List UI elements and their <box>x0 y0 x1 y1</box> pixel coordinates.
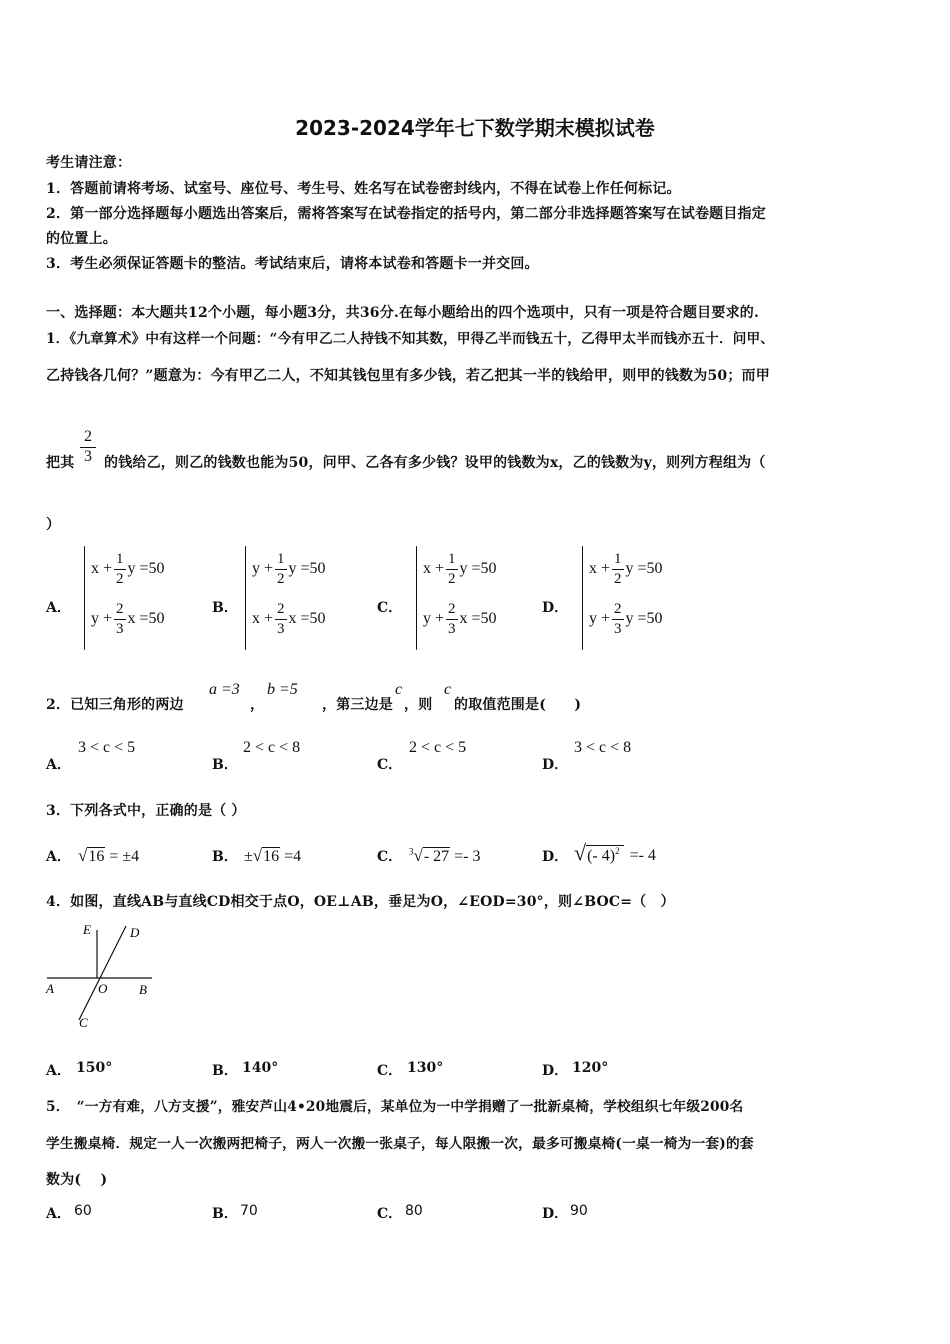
q3-question: 3．下列各式中，正确的是（ ） <box>46 803 246 819</box>
q1-c-f2d: 3 <box>448 621 456 637</box>
q5-line1: 5． “一方有难，八方支援”，雅安芦山4•20地震后，某单位为一中学捐赠了一批新桌椅，学校组织七年级200名 <box>46 1099 744 1115</box>
q4-label-d: D <box>130 925 140 940</box>
q4-option-c-value: 130° <box>407 1060 444 1076</box>
q4-option-a-label: A． <box>46 1063 71 1079</box>
q1-a-f1n: 1 <box>116 551 124 567</box>
q1-fraction <box>80 428 96 466</box>
q1-line4: ） <box>46 517 61 533</box>
q4-label-a: A <box>46 981 54 996</box>
q1-d-r2b: y =50 <box>625 610 663 628</box>
q5-option-a-label: A． <box>46 1206 71 1222</box>
q3-a-rhs: = ±4 <box>109 848 140 865</box>
q3-a-rad: 16 <box>88 848 105 865</box>
q2-option-c-expr: 2 < c < 5 <box>409 739 467 756</box>
q5-line2: 学生搬桌椅．规定一人一次搬两把椅子，两人一次搬一张桌子，每人限搬一次，最多可搬桌椅(一桌一椅为一套)的套 <box>46 1136 754 1152</box>
q3-b-rhs: =4 <box>284 848 302 865</box>
q1-line2: 乙持钱各几何？”题意为：今有甲乙二人，不知其钱包里有多少钱，若乙把其一半的钱给甲，则甲的钱数为50；而甲 <box>46 368 770 384</box>
q3-b-rad: 16 <box>263 848 280 865</box>
q5-option-d-value: 90 <box>570 1203 588 1219</box>
q1-option-d-label: D． <box>542 600 569 616</box>
q1-b-f2d: 3 <box>277 621 285 637</box>
q4-option-c-label: C． <box>377 1063 403 1079</box>
q1-c-f1d: 2 <box>448 571 456 587</box>
q1-d-f1n: 1 <box>614 551 622 567</box>
q3-c-rhs: =- 3 <box>454 848 481 865</box>
q1-a-r1a: x + <box>91 560 113 578</box>
q1-option-c-label: C． <box>377 600 403 616</box>
q2-a: a =3 <box>209 681 240 698</box>
section-heading: 一、选择题：本大题共12个小题，每小题3分，共36分.在每小题给出的四个选项中，只有一项是符合题目要求的. <box>46 305 760 321</box>
q4-option-b-label: B． <box>212 1063 238 1079</box>
q3-c-rad: - 27 <box>423 848 450 865</box>
q3-option-d-expr: √(- 4)$^2$ =- 4 <box>574 840 656 865</box>
q4-label-o: O <box>98 981 108 996</box>
q2-option-d-label: D． <box>542 757 569 773</box>
q3-option-c-label: C． <box>377 849 403 865</box>
q5-option-a-value: 60 <box>74 1203 92 1219</box>
q1-a-f2n: 2 <box>116 601 124 617</box>
q2-mid2: ，则 <box>404 697 433 713</box>
q2-b: b =5 <box>267 681 298 698</box>
q5-option-d-label: D． <box>542 1206 569 1222</box>
q1-b-f1n: 1 <box>277 551 285 567</box>
page-title: 2023-2024学年七下数学期末模拟试卷 <box>295 116 655 140</box>
q1-option-c-system <box>416 546 497 650</box>
q1-d-f2d: 3 <box>614 621 622 637</box>
q5-option-c-label: C． <box>377 1206 403 1222</box>
q1-d-f2n: 2 <box>614 601 622 617</box>
q3-d-rhs: =- 4 <box>629 847 656 864</box>
q1-option-a-label: A． <box>46 600 71 616</box>
q1-c-r2a: y + <box>423 610 445 628</box>
q1-fraction-numerator: 2 <box>84 428 92 445</box>
q1-option-d-system <box>582 546 663 650</box>
q3-d-rad: (- 4) <box>587 847 616 864</box>
q1-b-r2a: x + <box>252 610 274 628</box>
q2-option-c-label: C． <box>377 757 403 773</box>
q1-d-f1d: 2 <box>614 571 622 587</box>
q3-b-pre: ± <box>244 848 253 865</box>
q1-option-b-system <box>245 546 326 650</box>
q4-diagram-svg <box>44 918 159 1033</box>
q1-c-f2n: 2 <box>448 601 456 617</box>
q2-c1: c <box>395 681 403 698</box>
q1-a-r1b: y =50 <box>127 560 165 578</box>
q4-label-b: B <box>139 982 147 997</box>
q4-option-d-value: 120° <box>572 1060 609 1076</box>
q4-label-c: C <box>79 1015 88 1030</box>
notice-item-2-cont: 的位置上。 <box>46 231 117 247</box>
q1-b-r2b: x =50 <box>288 610 326 628</box>
notice-heading: 考生请注意： <box>46 155 132 171</box>
q1-c-f1n: 1 <box>448 551 456 567</box>
q3-c-index: 3 <box>409 846 414 857</box>
q1-b-f2n: 2 <box>277 601 285 617</box>
q1-a-r2a: y + <box>91 610 113 628</box>
q1-option-a-system <box>84 546 165 650</box>
q1-fraction-denominator: 3 <box>80 447 96 466</box>
q2-comma: ， <box>250 697 265 713</box>
q3-option-c-expr: $^3$√- 27 =- 3 <box>409 846 481 865</box>
q3-option-b-label: B． <box>212 849 238 865</box>
notice-item-2: 2．第一部分选择题每小题选出答案后，需将答案写在试卷指定的括号内，第二部分非选择题答案写在试卷题目指定 <box>46 206 766 222</box>
q2-c2: c <box>444 681 452 698</box>
q4-figure <box>44 918 159 1033</box>
q3-option-a-expr: √16 = ±4 <box>78 846 140 865</box>
q4-question: 4．如图，直线AB与直线CD相交于点O，OE⊥AB，垂足为O，∠EOD=30°，则∠BOC=（ ） <box>46 894 675 910</box>
q4-option-b-value: 140° <box>242 1060 279 1076</box>
q1-option-b-label: B． <box>212 600 238 616</box>
q1-line3-post: 的钱给乙，则乙的钱数也能为50，问甲、乙各有多少钱？设甲的钱数为x，乙的钱数为y，则列方程组为（ <box>104 455 766 471</box>
notice-item-3: 3．考生必须保证答题卡的整洁。考试结束后，请将本试卷和答题卡一并交回。 <box>46 256 539 272</box>
q1-b-r1a: y + <box>252 560 274 578</box>
q5-option-b-value: 70 <box>240 1203 258 1219</box>
q4-option-d-label: D． <box>542 1063 569 1079</box>
q1-c-r2b: x =50 <box>459 610 497 628</box>
q5-option-c-value: 80 <box>405 1203 423 1219</box>
q1-d-r1b: y =50 <box>625 560 663 578</box>
notice-item-1: 1．答题前请将考场、试室号、座位号、考生号、姓名写在试卷密封线内，不得在试卷上作任何标记。 <box>46 181 681 197</box>
q1-d-r1a: x + <box>589 560 611 578</box>
q1-a-r2b: x =50 <box>127 610 165 628</box>
q4-label-e: E <box>83 922 91 937</box>
q1-c-r1a: x + <box>423 560 445 578</box>
q1-line3-pre: 把其 <box>46 455 75 471</box>
q1-line1: 1．《九章算术》中有这样一个问题：“今有甲乙二人持钱不知其数，甲得乙半而钱五十，乙得甲太半而钱亦五十．问甲、 <box>46 331 775 347</box>
q3-option-a-label: A． <box>46 849 71 865</box>
q1-c-r1b: y =50 <box>459 560 497 578</box>
q2-option-a-expr: 3 < c < 5 <box>78 739 136 756</box>
q1-b-r1b: y =50 <box>288 560 326 578</box>
q5-option-b-label: B． <box>212 1206 238 1222</box>
q2-post: 的取值范围是( ) <box>454 697 582 713</box>
q2-option-b-expr: 2 < c < 8 <box>243 739 301 756</box>
q1-a-f2d: 3 <box>116 621 124 637</box>
q4-option-a-value: 150° <box>76 1060 113 1076</box>
q1-b-f1d: 2 <box>277 571 285 587</box>
q2-option-b-label: B． <box>212 757 238 773</box>
q5-line3: 数为( ) <box>46 1172 108 1188</box>
q3-d-sup: 2 <box>615 845 620 856</box>
q1-a-f1d: 2 <box>116 571 124 587</box>
q1-d-r2a: y + <box>589 610 611 628</box>
q2-mid: ，第三边是 <box>322 697 393 713</box>
q2-option-d-expr: 3 < c < 8 <box>574 739 632 756</box>
q3-option-b-expr: ±√16 =4 <box>244 846 302 865</box>
q2-pre: 2．已知三角形的两边 <box>46 697 184 713</box>
q3-option-d-label: D． <box>542 849 569 865</box>
q2-option-a-label: A． <box>46 757 71 773</box>
